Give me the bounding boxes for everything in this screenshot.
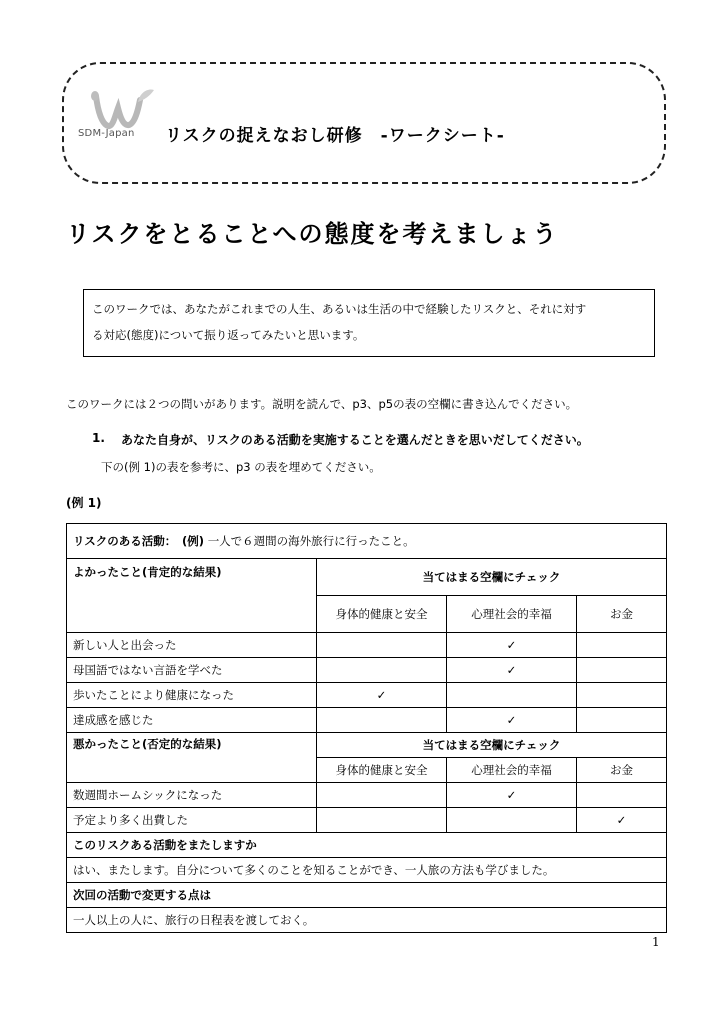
row-label: 母国語ではない言語を学べた [67,658,317,683]
check-cell: ✓ [447,708,577,733]
question-text: あなた自身が、リスクのある活動を実施することを選んだときを思いだしてください。 [121,433,589,447]
instruction-paragraph: このワークには２つの問いがあります。説明を読んで、p3、p5の表の空欄に書き込んでください。 [66,397,578,411]
col-physical: 身体的健康と安全 [317,596,447,633]
example-table [66,523,667,933]
check-cell [447,683,577,708]
row-label: 歩いたことにより健康になった [67,683,317,708]
table-row [67,658,667,683]
row-label: 数週間ホームシックになった [67,783,317,808]
col-psychosocial-2: 心理社会的幸福 [447,758,577,783]
activity-row [67,524,667,559]
col-money-2: お金 [577,758,667,783]
table-row [67,708,667,733]
col-money: お金 [577,596,667,633]
table-row [67,633,667,658]
intro-box [83,289,655,357]
row-label: 予定より多く出費した [67,808,317,833]
table-row [67,683,667,708]
check-cell: ✓ [447,633,577,658]
again-header: このリスクある活動をまたしますか [67,833,667,858]
check-cell: ✓ [317,683,447,708]
change-header: 次回の活動で変更する点は [67,883,667,908]
check-cell [577,633,667,658]
col-psychosocial: 心理社会的幸福 [447,596,577,633]
intro-line-2: る対応(態度)について振り返ってみたいと思います。 [92,328,365,342]
page-number: 1 [652,935,660,949]
check-cell [317,658,447,683]
question-number: 1. [92,431,105,445]
check-cell [317,783,447,808]
row-label: 達成感を感じた [67,708,317,733]
table-row [67,808,667,833]
activity-text: 一人で６週間の海外旅行に行ったこと。 [207,534,415,548]
check-header: 当てはまる空欄にチェック [317,559,667,596]
intro-line-1: このワークでは、あなたがこれまでの人生、あるいは生活の中で経験したリスクと、それに対す [92,302,587,316]
change-text: 一人以上の人に、旅行の日程表を渡しておく。 [67,908,667,933]
check-cell [577,708,667,733]
logo-text: SDM-Japan [78,128,135,139]
again-text: はい、またします。自分について多くのことを知ることができ、一人旅の方法も学びました。 [67,858,667,883]
check-cell [317,708,447,733]
check-cell: ✓ [447,783,577,808]
row-label: 新しい人と出会った [67,633,317,658]
check-cell [577,683,667,708]
good-header: よかったこと(肯定的な結果) [67,559,317,633]
check-cell [317,633,447,658]
check-cell: ✓ [447,658,577,683]
check-cell [577,783,667,808]
check-cell [317,808,447,833]
table-row [67,783,667,808]
check-cell [577,658,667,683]
example-label: (例 1) [66,496,102,510]
check-header-2: 当てはまる空欄にチェック [317,733,667,758]
bad-header: 悪かったこと(否定的な結果) [67,733,317,783]
question-subtext: 下の(例 1)の表を参考に、p3 の表を埋めてください。 [101,460,381,474]
page-title: リスクをとることへの態度を考えましょう [66,220,559,248]
check-cell: ✓ [577,808,667,833]
activity-label: リスクのある活動： (例) [73,534,205,548]
header-title: リスクの捉えなおし研修 -ワークシート- [165,126,505,146]
col-physical-2: 身体的健康と安全 [317,758,447,783]
check-cell [447,808,577,833]
